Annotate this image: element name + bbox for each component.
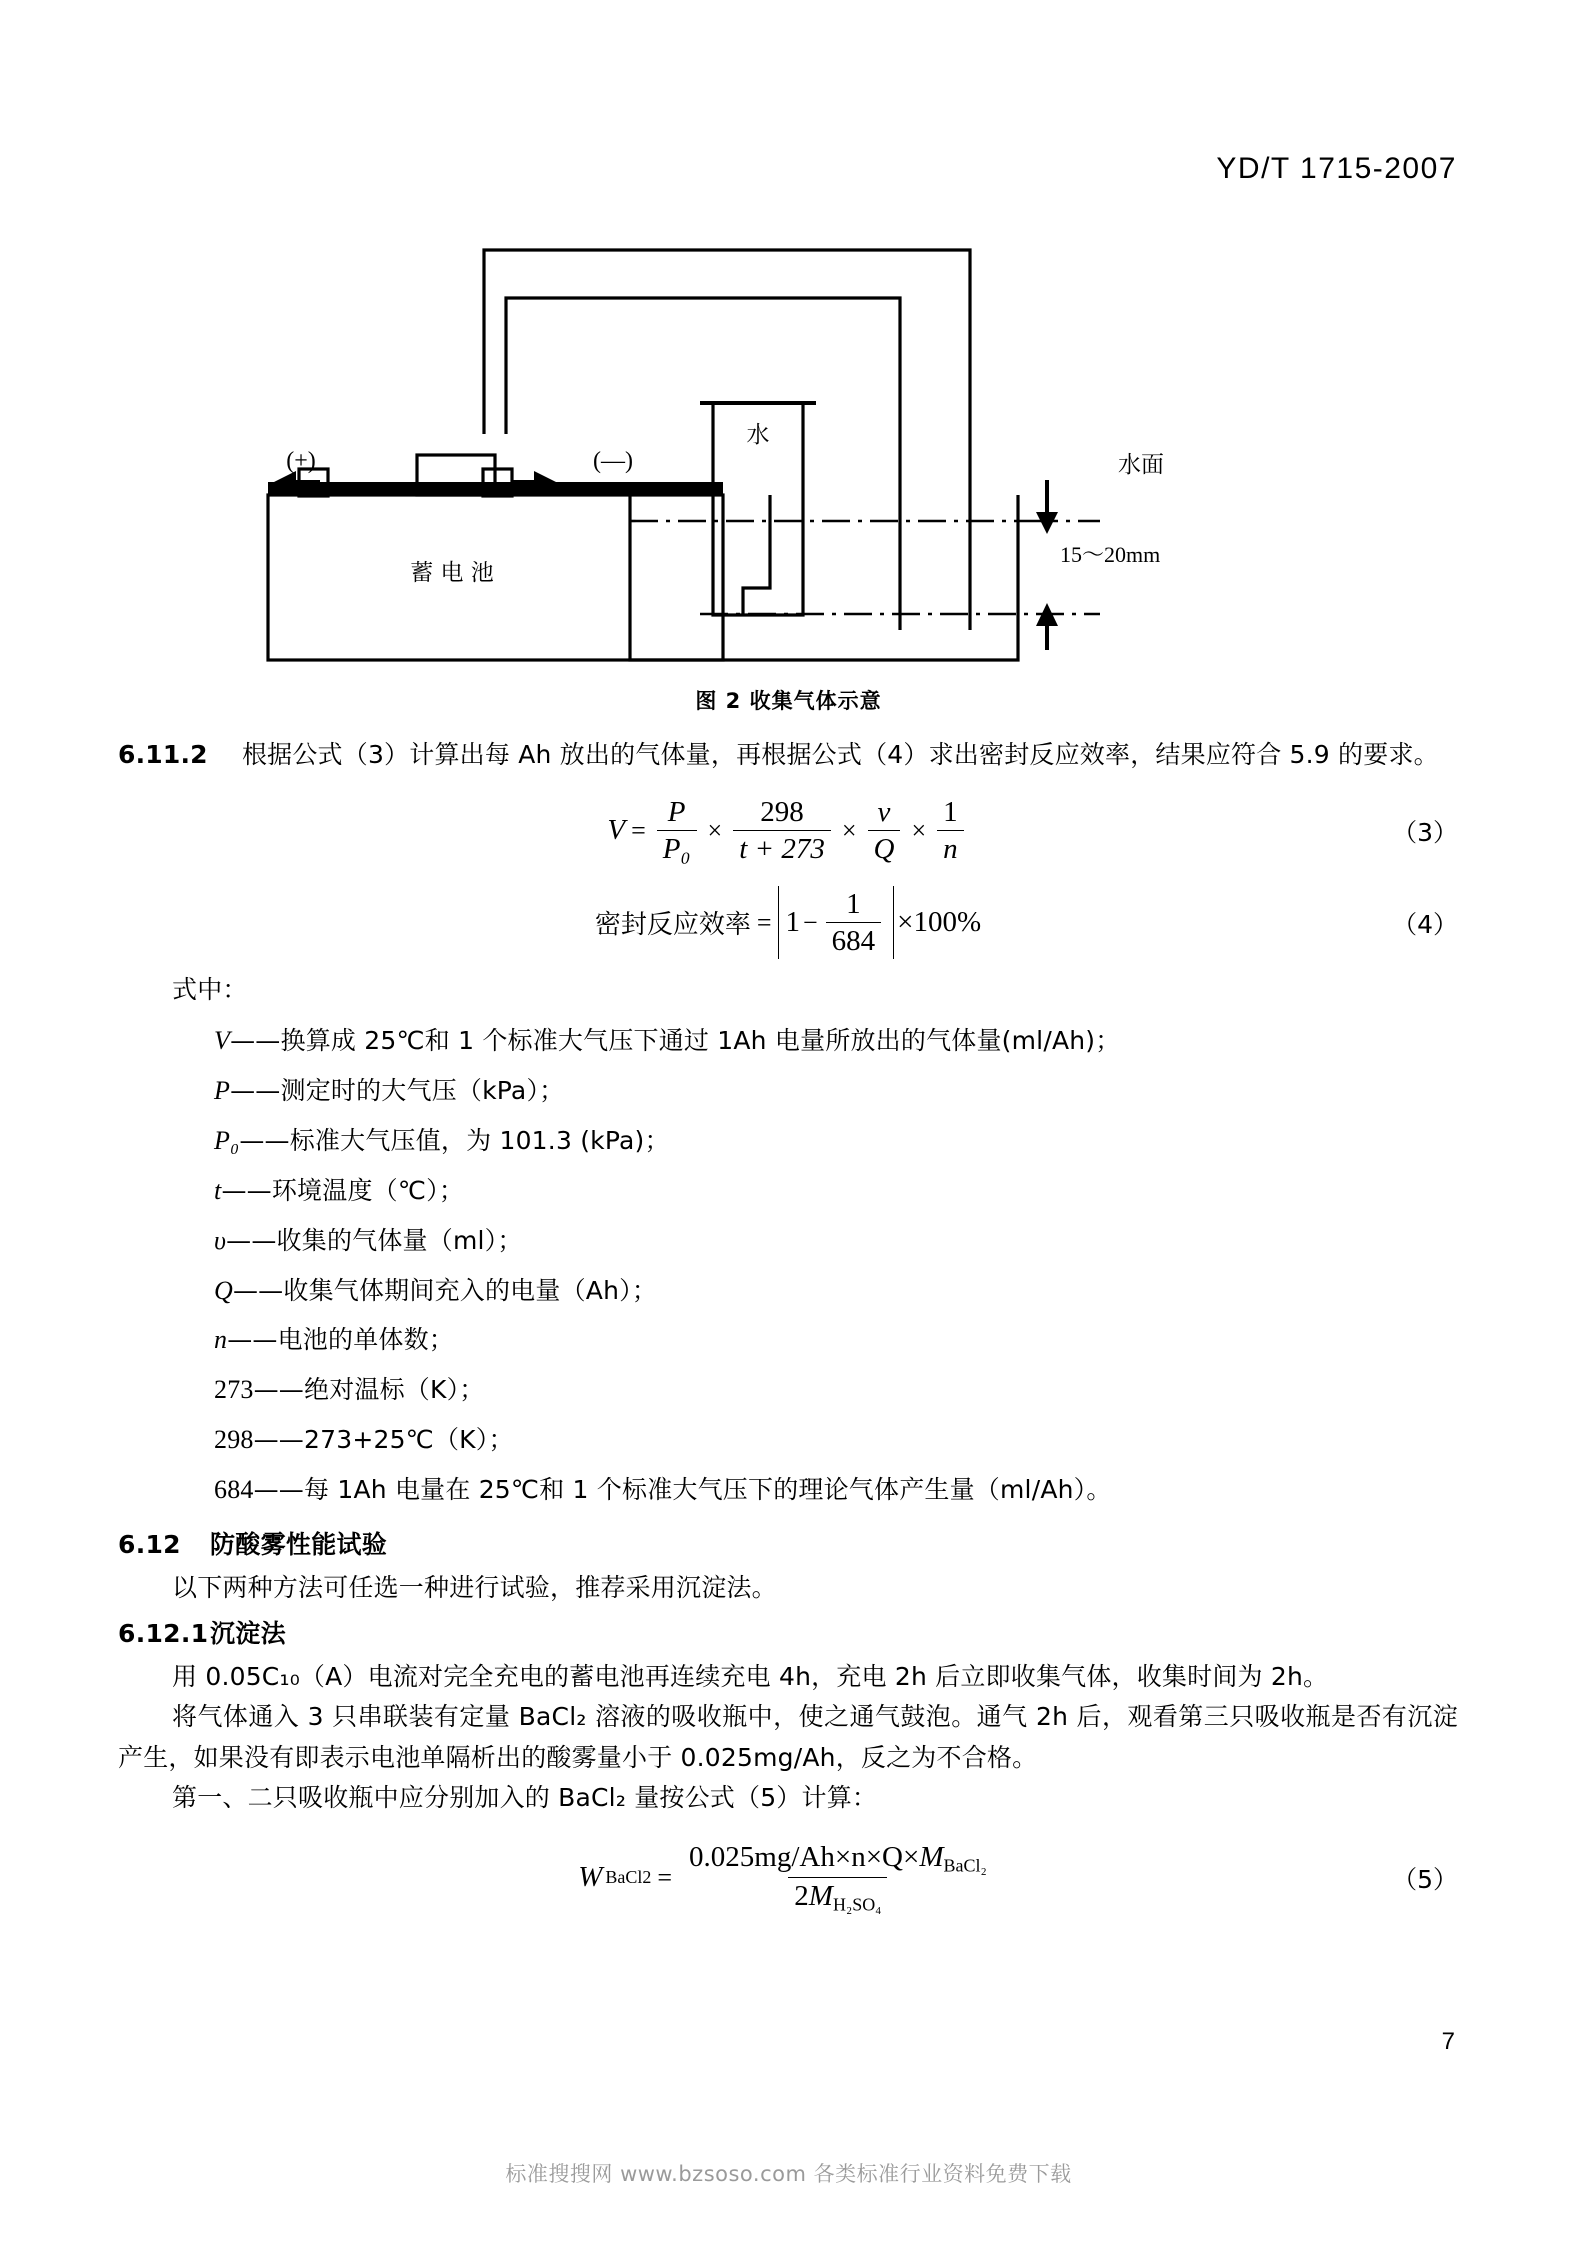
definition-item bbox=[118, 1365, 1458, 1415]
definition-symbol: 684 bbox=[214, 1475, 254, 1505]
f3-t2-den: t + 273 bbox=[733, 830, 831, 865]
formula-4-number: （4） bbox=[1392, 909, 1458, 939]
formula-4-row bbox=[118, 886, 1458, 960]
definition-symbol: P bbox=[214, 1075, 231, 1105]
clause-6-12 bbox=[118, 1525, 1458, 1566]
clause-6-11-2-text: 根据公式（3）计算出每 Ah 放出的气体量，再根据公式（4）求出密封反应效率，结果应符合 5.9 的要求。 bbox=[241, 740, 1439, 769]
clause-6-12-1-paragraph-3: 第一、二只吸收瓶中应分别加入的 BaCl₂ 量按公式（5）计算： bbox=[172, 1783, 878, 1813]
definition-text: ——每 1Ah 电量在 25℃和 1 个标准大气压下的理论气体产生量（ml/Ah）。 bbox=[253, 1475, 1112, 1505]
definition-item bbox=[118, 1315, 1458, 1365]
formula-5-equals: = bbox=[657, 1862, 673, 1892]
definition-text: ——环境温度（℃）； bbox=[221, 1175, 465, 1205]
f4-frac-num: 1 bbox=[846, 888, 861, 921]
f5-num-M-sub: BaCl₂ bbox=[943, 1855, 987, 1876]
formula-3 bbox=[607, 796, 968, 865]
formula-5-denominator bbox=[788, 1877, 887, 1915]
clause-6-12-1-title: 沉淀法 bbox=[210, 1619, 286, 1649]
definition-item bbox=[118, 1166, 1458, 1216]
definition-text: ——273+25℃（K）； bbox=[253, 1425, 514, 1455]
formula-3-term-4 bbox=[937, 796, 964, 865]
label-water-surface: 水面 bbox=[1118, 452, 1164, 478]
definition-text: ——测定时的大气压（kPa）； bbox=[230, 1075, 565, 1105]
formula-3-term-3 bbox=[868, 796, 901, 865]
label-water: 水 bbox=[746, 422, 770, 448]
definition-text: ——收集的气体量（ml）； bbox=[226, 1225, 523, 1255]
label-battery: 蓄 电 池 bbox=[410, 560, 494, 586]
where-label: 式中： bbox=[172, 974, 248, 1004]
clause-6-12-1-paragraph-2: 将气体通入 3 只串联装有定量 BaCl₂ 溶液的吸收瓶中，使之通气鼓泡。通气 2h 后，观看第三只吸收瓶是否有沉淀产生，如果没有即表示电池单隔析出的酸雾量小于 0.025mg/Ah，反之为不合格。 bbox=[118, 1702, 1458, 1772]
definition-item bbox=[118, 1465, 1458, 1515]
figure-gas-collection-diagram bbox=[0, 190, 1577, 680]
label-depth-dimension: 15～20mm bbox=[1060, 542, 1161, 567]
clause-6-11-2 bbox=[118, 735, 1458, 776]
formula-3-term-2 bbox=[733, 796, 831, 865]
f5-den-2: 2 bbox=[794, 1879, 809, 1912]
f3-mult-3: × bbox=[911, 815, 927, 845]
definition-symbol: P₀ bbox=[214, 1125, 240, 1155]
f3-t3-den: Q bbox=[868, 830, 901, 865]
definition-symbol: 273 bbox=[214, 1375, 254, 1405]
f3-t4-den: n bbox=[937, 830, 964, 865]
clause-6-12-1-paragraph-1: 用 0.05C₁₀（A）电流对完全充电的蓄电池再连续充电 4h，充电 2h 后立即收集气体，收集时间为 2h。 bbox=[172, 1661, 1329, 1691]
formula-5-numerator bbox=[683, 1841, 993, 1877]
f5-num-M: M bbox=[919, 1841, 944, 1874]
formula-4-lhs: 密封反应效率 bbox=[594, 910, 751, 940]
f3-t1-den: P₀ bbox=[657, 830, 697, 865]
watermark-url: www.bzsoso.com bbox=[620, 2162, 807, 2186]
label-negative-terminal: (—) bbox=[593, 448, 633, 474]
delivery-tube-inner bbox=[743, 495, 770, 615]
f3-mult-1: × bbox=[707, 815, 723, 845]
figure-caption: 图 2 收集气体示意 bbox=[695, 689, 882, 713]
formula-5-number: （5） bbox=[1392, 1864, 1458, 1894]
dimension-arrows-icon bbox=[1036, 480, 1058, 650]
formula-5-lhs: W bbox=[578, 1861, 603, 1894]
definition-symbol: n bbox=[214, 1325, 228, 1355]
watermark-site: 标准搜搜网 bbox=[505, 2162, 613, 2186]
f4-fraction bbox=[826, 888, 882, 957]
f5-num-text: 0.025mg/Ah×n×Q× bbox=[689, 1841, 920, 1874]
clause-6-12-title: 防酸雾性能试验 bbox=[210, 1530, 388, 1560]
formula-4-equals: = bbox=[756, 907, 772, 937]
clause-6-12-body: 以下两种方法可任选一种进行试验，推荐采用沉淀法。 bbox=[172, 1572, 777, 1602]
definition-symbol: Q bbox=[214, 1275, 233, 1305]
definition-symbol: 298 bbox=[214, 1425, 254, 1455]
label-positive-terminal: (+) bbox=[286, 448, 316, 474]
wire-negative bbox=[506, 298, 900, 630]
formula-4-absolute-value bbox=[778, 886, 895, 959]
formula-3-equals: = bbox=[631, 815, 646, 845]
f3-t4-num: 1 bbox=[943, 796, 958, 829]
page-header-standard-code: YD/T 1715-2007 bbox=[1216, 152, 1457, 185]
formula-3-row bbox=[118, 794, 1458, 868]
f5-den-M: M bbox=[808, 1879, 833, 1912]
page-number: 7 bbox=[1441, 2028, 1455, 2055]
definition-symbol: t bbox=[214, 1175, 222, 1205]
f4-minus: − bbox=[803, 907, 818, 937]
formula-3-lhs: V bbox=[607, 814, 626, 846]
definition-item bbox=[118, 1116, 1458, 1166]
f4-frac-den: 684 bbox=[826, 922, 882, 957]
definition-item bbox=[118, 1415, 1458, 1465]
formula-5-row bbox=[118, 1841, 1458, 1915]
watermark-footer bbox=[0, 2158, 1577, 2188]
definition-text: ——标准大气压值，为 101.3 (kPa)； bbox=[239, 1125, 670, 1155]
f3-t2-num: 298 bbox=[760, 796, 804, 829]
f3-mult-2: × bbox=[841, 815, 857, 845]
formula-4-tail: ×100% bbox=[897, 906, 982, 938]
definition-symbol: υ bbox=[214, 1225, 227, 1255]
formula-3-term-1 bbox=[657, 796, 697, 865]
f5-den-M-sub: H₂SO₄ bbox=[832, 1893, 882, 1914]
definition-text: ——换算成 25℃和 1 个标准大气压下通过 1Ah 电量所放出的气体量(ml/Ah)； bbox=[230, 1026, 1121, 1055]
definition-item bbox=[118, 1016, 1458, 1066]
symbol-definition-list bbox=[118, 1016, 1458, 1515]
definition-symbol: V bbox=[214, 1026, 231, 1055]
clause-6-12-number: 6.12 bbox=[118, 1530, 181, 1560]
wire-positive bbox=[484, 250, 970, 630]
formula-5-fraction bbox=[683, 1841, 993, 1914]
formula-5 bbox=[578, 1841, 997, 1914]
f3-t1-num: P bbox=[667, 796, 686, 829]
formula-3-number: （3） bbox=[1392, 817, 1458, 847]
clause-6-12-1-number: 6.12.1 bbox=[118, 1619, 209, 1649]
formula-4 bbox=[595, 886, 981, 959]
definition-text: ——绝对温标（K）； bbox=[253, 1375, 485, 1405]
f3-t3-num: v bbox=[877, 796, 891, 829]
definition-text: ——收集气体期间充入的电量（Ah）； bbox=[232, 1275, 658, 1305]
clause-6-12-1 bbox=[118, 1614, 1458, 1655]
definition-item bbox=[118, 1216, 1458, 1266]
definition-item bbox=[118, 1066, 1458, 1116]
document-body bbox=[118, 735, 1458, 1925]
definition-item bbox=[118, 1266, 1458, 1316]
watermark-tagline: 各类标准行业资料免费下载 bbox=[813, 2162, 1072, 2186]
formula-5-lhs-subscript: BaCl2 bbox=[605, 1867, 652, 1888]
figure-svg bbox=[0, 190, 1577, 680]
clause-6-11-2-number: 6.11.2 bbox=[118, 740, 208, 769]
f4-one: 1 bbox=[785, 906, 800, 938]
definition-text: ——电池的单体数； bbox=[227, 1325, 455, 1355]
